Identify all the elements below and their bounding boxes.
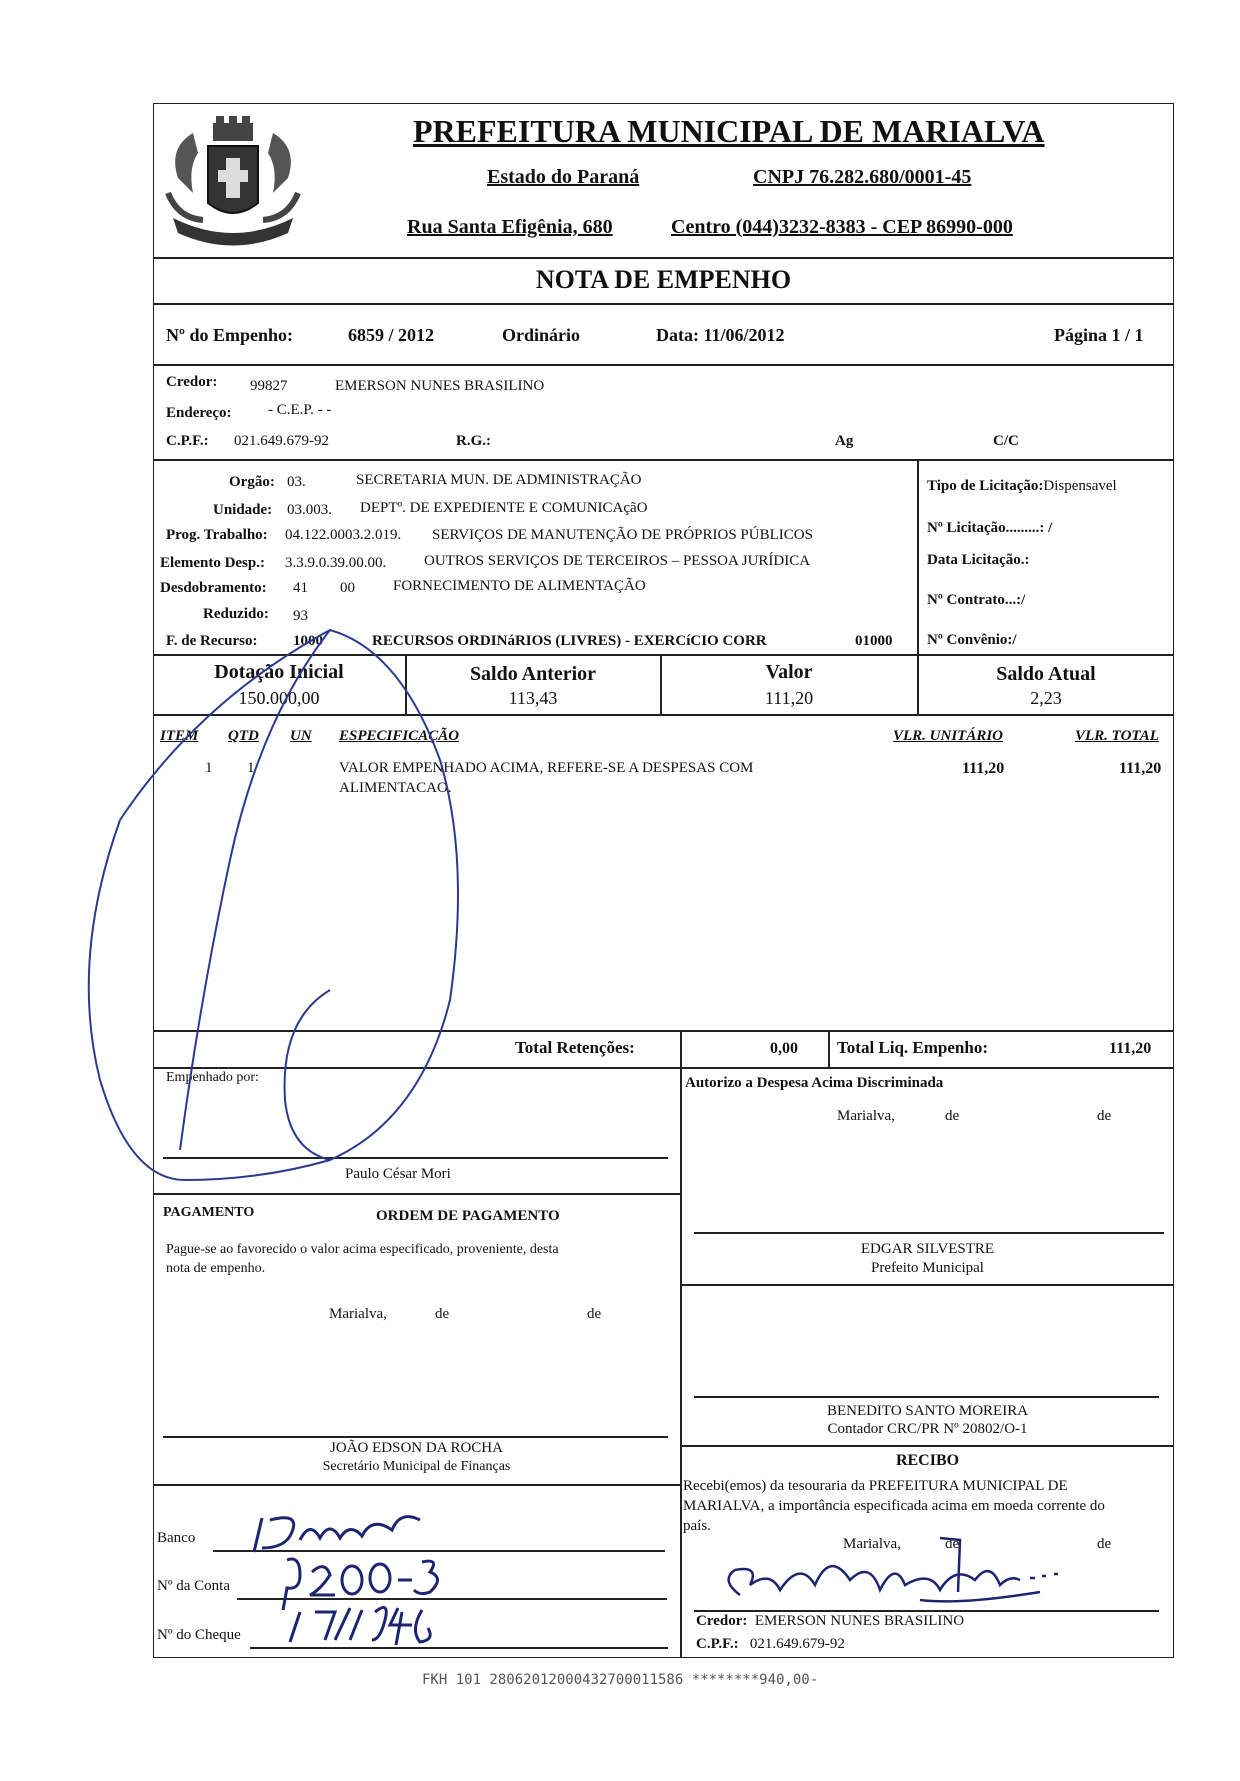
saldo-anterior-label: Saldo Anterior: [469, 663, 597, 685]
prog-label: Prog. Trabalho:: [166, 527, 268, 543]
cc-label: C/C: [993, 433, 1019, 449]
saldo-atual-value: 2,23: [1030, 688, 1062, 708]
banco-label: Banco: [157, 1530, 196, 1546]
district-phone-cep: Centro (044)3232-8383 - CEP 86990-000: [671, 216, 1013, 238]
col-espec: ESPECIFICAÇÃO: [339, 728, 460, 744]
total-retencoes-label: Total Retenções:: [515, 1038, 635, 1057]
cpf-value: 021.649.679-92: [234, 433, 329, 449]
dotacao-label: Dotação Inicial: [214, 661, 344, 683]
recibo-de-2: de: [1097, 1536, 1112, 1552]
cnpj-label: CNPJ 76.282.680/0001-45: [753, 166, 972, 188]
pagamento-city: Marialva,: [329, 1306, 387, 1322]
credor-name: EMERSON NUNES BRASILINO: [335, 378, 545, 394]
tipo-licitacao-label: Tipo de Licitação:Dispensavel: [927, 478, 1117, 494]
endereco-value: - C.E.P. - -: [268, 402, 332, 418]
dotacao-value: 150.000,00: [238, 688, 320, 708]
prog-name: SERVIÇOS DE MANUTENÇÃO DE PRÓPRIOS PÚBLICOS: [432, 527, 813, 543]
conta-label: Nº da Conta: [157, 1578, 230, 1594]
secretario-role: Secretário Municipal de Finanças: [322, 1459, 511, 1474]
autorizo-de-1: de: [945, 1108, 960, 1124]
total-liq-value: 111,20: [1109, 1040, 1152, 1057]
recibo-text-2: MARIALVA, a importância especificada acima em moeda corrente do: [683, 1498, 1105, 1514]
prefeito-name: EDGAR SILVESTRE: [860, 1241, 995, 1257]
recurso-label: F. de Recurso:: [166, 633, 258, 649]
saldo-anterior-value: 113,43: [508, 688, 558, 708]
col-item: ITEM: [160, 728, 199, 744]
ag-label: Ag: [835, 433, 854, 449]
desdobramento-name: FORNECIMENTO DE ALIMENTAÇÃO: [393, 578, 646, 594]
desdobramento-code: 41: [293, 580, 308, 596]
num-licitacao: Nº Licitação.........: /: [927, 520, 1053, 536]
pagamento-label: PAGAMENTO: [163, 1205, 255, 1220]
empenhado-name: Paulo César Mori: [345, 1166, 451, 1182]
total-liq-label: Total Liq. Empenho:: [837, 1038, 988, 1057]
total-retencoes-value: 0,00: [770, 1040, 798, 1057]
coat-of-arms-logo: [158, 108, 308, 258]
rg-label: R.G.:: [456, 433, 491, 449]
credor-code: 99827: [250, 378, 288, 394]
empenho-type: Ordinário: [502, 325, 581, 345]
orgao-name: SECRETARIA MUN. DE ADMINISTRAÇÃO: [356, 472, 642, 488]
bottom-code: FKH 101 28062012000432700011586 ********940,00-: [422, 1672, 819, 1688]
recurso-name: RECURSOS ORDINáRIOS (LIVRES) - EXERCíCIO CORR: [372, 633, 767, 649]
row-qtd: 1: [247, 760, 255, 776]
data-licitacao: Data Licitação.:: [927, 552, 1030, 568]
credor-label: Credor:: [166, 374, 218, 390]
elemento-label: Elemento Desp.:: [160, 555, 265, 571]
desdobramento-sub: 00: [340, 580, 355, 596]
col-qtd: QTD: [228, 728, 259, 744]
pagamento-text-2: nota de empenho.: [166, 1261, 266, 1276]
prefeito-role: Prefeito Municipal: [871, 1260, 984, 1276]
recibo-de-1: de: [945, 1536, 960, 1552]
prefeitura-title: PREFEITURA MUNICIPAL DE MARIALVA: [413, 113, 1045, 149]
col-un: UN: [290, 728, 312, 744]
recibo-cpf: C.P.F.: 021.649.679-92: [696, 1636, 845, 1652]
unidade-name: DEPTº. DE EXPEDIENTE E COMUNICAçãO: [360, 500, 648, 516]
col-total: VLR. TOTAL: [1075, 728, 1159, 744]
empenho-number: 6859 / 2012: [348, 325, 435, 345]
valor-label: Valor: [765, 661, 813, 683]
recibo-title: RECIBO: [895, 1452, 960, 1469]
secretario-name: JOÃO EDSON DA ROCHA: [330, 1440, 503, 1456]
recurso-code: 1000: [293, 633, 323, 649]
recibo-text-1: Recebi(emos) da tesouraria da PREFEITURA MUNICIPAL DE: [683, 1478, 1068, 1494]
empenhado-label: Empenhado por:: [166, 1070, 259, 1085]
autorizo-label: Autorizo a Despesa Acima Discriminada: [685, 1075, 944, 1091]
endereco-label: Endereço:: [166, 405, 232, 421]
prog-code: 04.122.0003.2.019.: [285, 527, 402, 543]
col-unit: VLR. UNITÁRIO: [893, 728, 1004, 744]
page-number: Página 1 / 1: [1054, 325, 1144, 345]
ordem-pagamento-label: ORDEM DE PAGAMENTO: [376, 1208, 560, 1224]
row-unit: 111,20: [962, 760, 1005, 777]
num-convenio: Nº Convênio:/: [927, 632, 1017, 648]
reduzido-value: 93: [293, 608, 308, 624]
pagamento-text-1: Pague-se ao favorecido o valor acima especificado, proveniente, desta: [166, 1242, 559, 1257]
elemento-code: 3.3.9.0.39.00.00.: [285, 555, 387, 571]
cpf-label: C.P.F.:: [166, 433, 209, 449]
saldo-atual-label: Saldo Atual: [996, 663, 1096, 685]
recibo-city: Marialva,: [843, 1536, 901, 1552]
unidade-code: 03.003.: [287, 502, 332, 518]
document-title: NOTA DE EMPENHO: [535, 265, 792, 294]
row-total: 111,20: [1119, 760, 1162, 777]
state-label: Estado do Paraná: [487, 166, 640, 188]
recurso-num: 01000: [855, 633, 893, 649]
empenho-date: Data: 11/06/2012: [656, 325, 785, 345]
pagamento-de-2: de: [587, 1306, 602, 1322]
row-espec-2: ALIMENTACAO.: [339, 780, 452, 796]
orgao-code: 03.: [287, 474, 306, 490]
recibo-text-3: país.: [683, 1518, 711, 1534]
orgao-label: Orgão:: [229, 474, 275, 490]
desdobramento-label: Desdobramento:: [160, 580, 267, 596]
autorizo-de-2: de: [1097, 1108, 1112, 1124]
autorizo-city: Marialva,: [837, 1108, 895, 1124]
valor-value: 111,20: [764, 688, 814, 708]
row-espec-1: VALOR EMPENHADO ACIMA, REFERE-SE A DESPESAS COM: [339, 760, 754, 776]
reduzido-label: Reduzido:: [203, 606, 269, 622]
address-label: Rua Santa Efigênia, 680: [407, 216, 613, 238]
elemento-name: OUTROS SERVIÇOS DE TERCEIROS – PESSOA JURÍDICA: [424, 553, 811, 569]
row-item: 1: [205, 760, 213, 776]
contador-name: BENEDITO SANTO MOREIRA: [826, 1403, 1029, 1419]
cheque-label: Nº do Cheque: [157, 1627, 241, 1643]
recibo-credor: Credor: EMERSON NUNES BRASILINO: [696, 1613, 965, 1629]
num-contrato: Nº Contrato...:/: [927, 592, 1026, 608]
unidade-label: Unidade:: [213, 502, 273, 518]
contador-role: Contador CRC/PR Nº 20802/O-1: [827, 1421, 1028, 1437]
empenho-number-label: Nº do Empenho:: [166, 325, 293, 345]
pagamento-de-1: de: [435, 1306, 450, 1322]
